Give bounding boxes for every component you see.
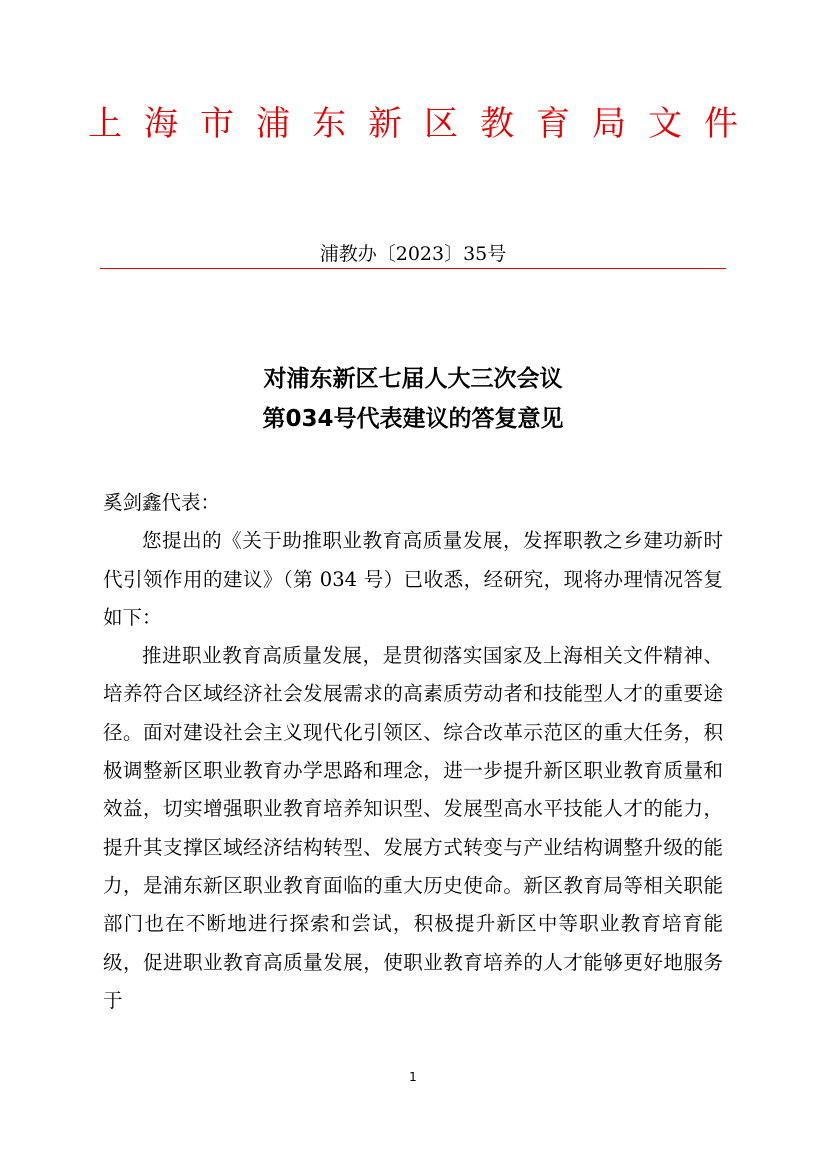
document-body: [103, 484, 723, 1020]
document-masthead: 上海市浦东新区教育局文件: [88, 104, 760, 144]
document-number: 浦教办〔2023〕35号: [319, 243, 507, 265]
body-paragraph: 推进职业教育高质量发展，是贯彻落实国家及上海相关文件精神、培养符合区域经济社会发展需求的高素质劳动者和技能型人才的重要途径。面对建设社会主义现代化引领区、综合改革示范区的重大任务，积极调整新区职业教育办学思路和理念，进一步提升新区职业教育质量和效益，切实增强职业教育培养知识型、发展型高水平技能人才的能力，提升其支撑区域经济结构转型、发展方式转变与产业结构调整升级的能力，是浦东新区职业教育面临的重大历史使命。新区教育局等相关职能部门也在不断地进行探索和尝试，积极提升新区中等职业教育培育能级，促进职业教育高质量发展，使职业教育培养的人才能够更好地服务于: [103, 644, 723, 1012]
red-divider-rule: [100, 268, 726, 269]
document-title-line-2: 第034号代表建议的答复意见: [262, 406, 564, 432]
salutation: 奚剑鑫代表：: [103, 491, 221, 514]
document-title-line-1: 对浦东新区七届人大三次会议: [263, 366, 563, 392]
body-paragraph: 您提出的《关于助推职业教育高质量发展，发挥职教之乡建功新时代引领作用的建议》（第 034 号）已收悉，经研究，现将办理情况答复如下：: [103, 529, 723, 629]
page-number: 1: [409, 1070, 417, 1084]
